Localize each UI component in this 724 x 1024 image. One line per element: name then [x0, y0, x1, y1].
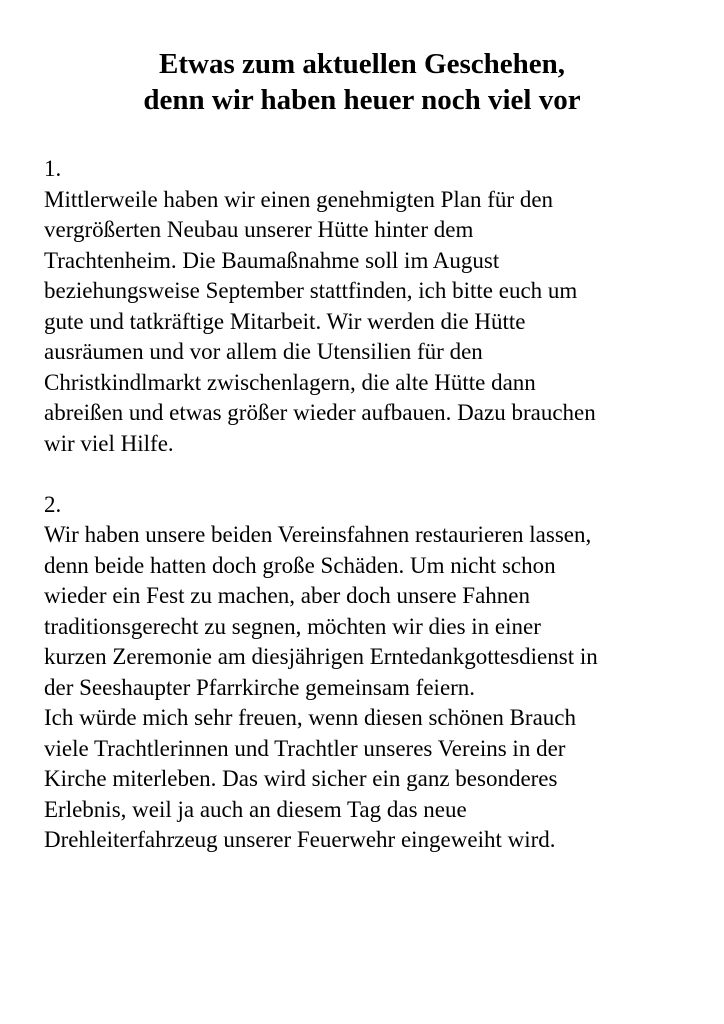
paragraph-line: kurzen Zeremonie am diesjährigen Erntedankgottesdienst in	[44, 644, 598, 669]
paragraph-line: Christkindlmarkt zwischenlagern, die alte Hütte dann	[44, 369, 536, 395]
section-number: 2.	[44, 491, 62, 517]
paragraph-line: Drehleiterfahrzeug unserer Feuerwehr eingeweiht wird.	[44, 827, 556, 852]
paragraph-line: abreißen und etwas größer wieder aufbauen. Dazu brauchen	[44, 400, 596, 425]
paragraph-line: beziehungsweise September stattfinden, ich bitte euch um	[44, 278, 578, 303]
paragraph-line: wir viel Hilfe.	[44, 430, 174, 456]
section-2	[44, 490, 712, 856]
paragraph-line: viele Trachtlerinnen und Trachtler unseres Vereins in der	[44, 735, 566, 761]
document-title	[0, 46, 724, 118]
paragraph-line: Erlebnis, weil ja auch an diesem Tag das neue	[44, 796, 467, 822]
title-line: Etwas zum aktuellen Geschehen,	[159, 48, 565, 80]
document-body	[44, 154, 712, 856]
paragraph-line: Wir haben unsere beiden Vereinsfahnen restaurieren lassen,	[44, 522, 592, 547]
paragraph-line: Ich würde mich sehr freuen, wenn diesen schönen Brauch	[44, 705, 576, 730]
paragraph-line: wieder ein Fest zu machen, aber doch unsere Fahnen	[44, 583, 531, 608]
paragraph-line: Kirche miterleben. Das wird sicher ein ganz besonderes	[44, 766, 558, 791]
paragraph-line: vergrößerten Neubau unserer Hütte hinter dem	[44, 217, 474, 242]
paragraph-line: ausräumen und vor allem die Utensilien für den	[44, 339, 483, 364]
paragraph-line: gute und tatkräftige Mitarbeit. Wir werden die Hütte	[44, 308, 526, 334]
section-1	[44, 154, 712, 459]
title-line: denn wir haben heuer noch viel vor	[143, 84, 581, 116]
section-spacer	[44, 459, 712, 490]
paragraph-line: denn beide hatten doch große Schäden. Um nicht schon	[44, 552, 556, 578]
paragraph-line: der Seeshaupter Pfarrkirche gemeinsam feiern.	[44, 674, 476, 700]
paragraph-line: traditionsgerecht zu segnen, möchten wir dies in einer	[44, 613, 541, 639]
section-number: 1.	[44, 156, 62, 181]
paragraph-line: Mittlerweile haben wir einen genehmigten Plan für den	[44, 186, 554, 212]
paragraph-line: Trachtenheim. Die Baumaßnahme soll im August	[44, 247, 500, 273]
